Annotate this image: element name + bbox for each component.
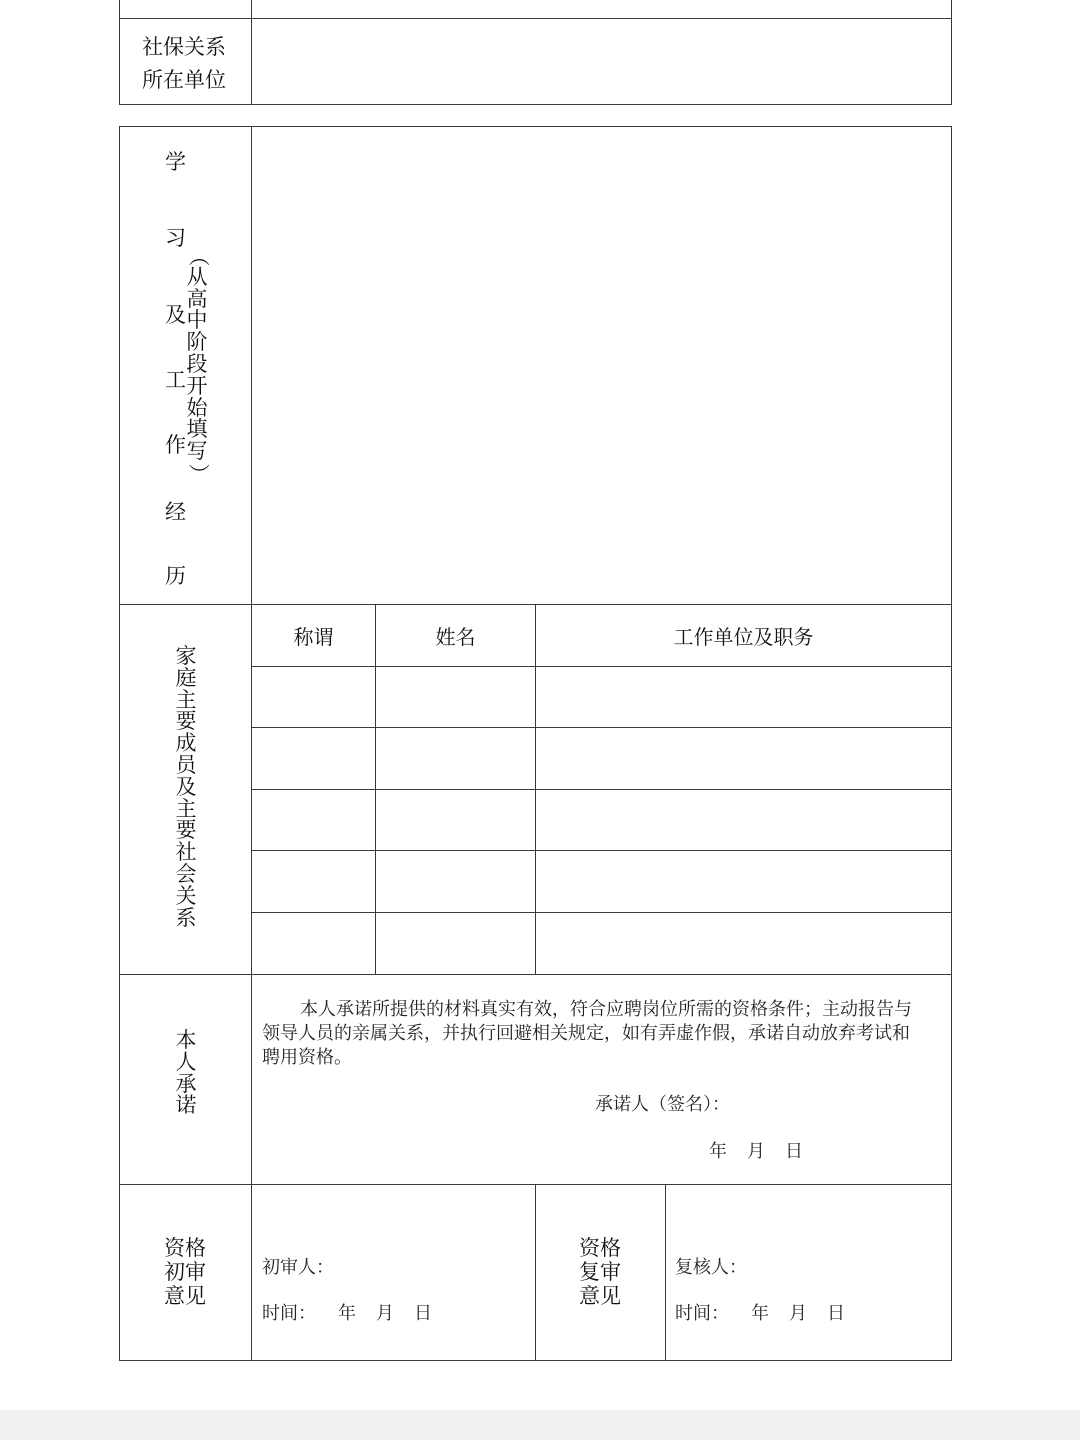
final-review-label-line: 资格 [579,1236,621,1260]
family-label-char: 系 [175,905,197,930]
final-review-label-line: 意见 [579,1284,621,1308]
family-row-1-relation-cell[interactable] [254,669,372,725]
family-row-5-relation-cell[interactable] [254,915,372,971]
resume-note-char: 段 [186,351,208,376]
resume-content-field[interactable] [262,136,942,596]
resume-note-char: 中 [186,308,208,333]
pledge-text-line3: 聘用资格。 [262,1047,352,1068]
pledge-label-char: 诺 [175,1093,197,1118]
family-label-char: 要 [175,709,197,734]
family-label-char: 主 [175,687,197,712]
final-review-label-line: 复审 [579,1260,621,1284]
family-row-4-relation-cell[interactable] [254,853,372,909]
pledge-signature-field[interactable] [745,1090,935,1118]
resume-label-char-5: 作 [165,433,186,457]
resume-note-char: 从 [186,264,208,289]
resume-note-char: 填 [186,417,208,442]
pledge-label-char: 本 [175,1028,197,1052]
family-col-relation-header: 称谓 [293,625,334,649]
resume-note-char: （ [185,245,210,267]
family-label-char: 成 [175,731,197,756]
pledge-date-day: 日 [785,1141,803,1162]
resume-label-char-7: 历 [165,564,186,588]
resume-note-char: 始 [186,395,208,420]
family-label-char: 及 [175,774,197,799]
resume-label-char-6: 经 [165,500,186,524]
resume-label-char-1: 学 [165,150,186,174]
final-review-day: 日 [827,1303,845,1324]
final-reviewer-label: 复核人： [675,1257,747,1278]
resume-note-char: 开 [186,373,208,398]
family-label-char: 关 [175,883,197,908]
family-col-name-header: 姓名 [435,625,476,649]
resume-note-char: ） [185,463,210,485]
pledge-text-line1: 本人承诺所提供的材料真实有效，符合应聘岗位所需的资格条件；主动报告与 [300,999,912,1020]
resume-note-char: 阶 [186,330,208,355]
initial-review-day: 日 [414,1303,432,1324]
family-row-5-employer-cell[interactable] [538,915,948,971]
pledge-label-vertical [174,1030,198,1117]
social-security-unit-field[interactable] [262,25,942,97]
initial-review-label-line: 初审 [164,1260,206,1284]
family-row-3-relation-cell[interactable] [254,792,372,848]
family-row-2-name-cell[interactable] [378,730,532,786]
resume-note-char: 写 [186,439,208,464]
social-security-label-line1: 社保关系 [142,35,226,59]
family-row-1-name-cell[interactable] [378,669,532,725]
family-row-3-employer-cell[interactable] [538,792,948,848]
family-label-vertical [174,646,198,929]
pledge-text-line2: 领导人员的亲属关系，并执行回避相关规定，如有弄虚作假，承诺自动放弃考试和 [262,1023,910,1044]
social-security-label-line2: 所在单位 [142,68,226,92]
initial-review-month: 月 [376,1303,394,1324]
page-bottom-strip [0,1410,1080,1440]
initial-reviewer-field[interactable] [335,1253,525,1281]
pledge-label-char: 承 [175,1071,197,1096]
family-label-char: 主 [175,796,197,821]
family-label-char: 家 [175,644,197,668]
family-label-char: 员 [175,752,197,777]
family-row-3-name-cell[interactable] [378,792,532,848]
initial-review-label-line: 意见 [164,1284,206,1308]
final-review-label [579,1236,621,1308]
final-reviewer-field[interactable] [748,1253,938,1281]
final-review-month: 月 [789,1303,807,1324]
family-label-char: 庭 [175,665,197,690]
initial-review-year: 年 [338,1303,356,1324]
family-row-4-employer-cell[interactable] [538,853,948,909]
family-label-char: 要 [175,818,197,843]
family-row-2-relation-cell[interactable] [254,730,372,786]
pledge-signer-label: 承诺人（签名）： [595,1094,730,1115]
initial-review-label-line: 资格 [164,1236,206,1260]
family-col-employer-header: 工作单位及职务 [673,625,814,649]
family-row-1-employer-cell[interactable] [538,669,948,725]
pledge-label-char: 人 [175,1049,197,1074]
final-review-time-label: 时间： [675,1303,729,1324]
family-row-2-employer-cell[interactable] [538,730,948,786]
resume-label-char-3: 及 [165,303,186,327]
initial-review-label [164,1236,206,1308]
family-row-4-name-cell[interactable] [378,853,532,909]
resume-note-char: 高 [186,286,208,311]
resume-note-vertical [186,245,208,485]
resume-label-char-2: 习 [165,226,186,250]
final-review-year: 年 [751,1303,769,1324]
pledge-date-year: 年 [709,1141,727,1162]
resume-label-char-4: 工 [165,368,186,392]
pledge-date-month: 月 [747,1141,765,1162]
family-label-char: 会 [175,861,197,886]
family-label-char: 社 [175,840,197,865]
family-row-5-name-cell[interactable] [378,915,532,971]
initial-reviewer-label: 初审人： [262,1257,334,1278]
initial-review-time-label: 时间： [262,1303,316,1324]
